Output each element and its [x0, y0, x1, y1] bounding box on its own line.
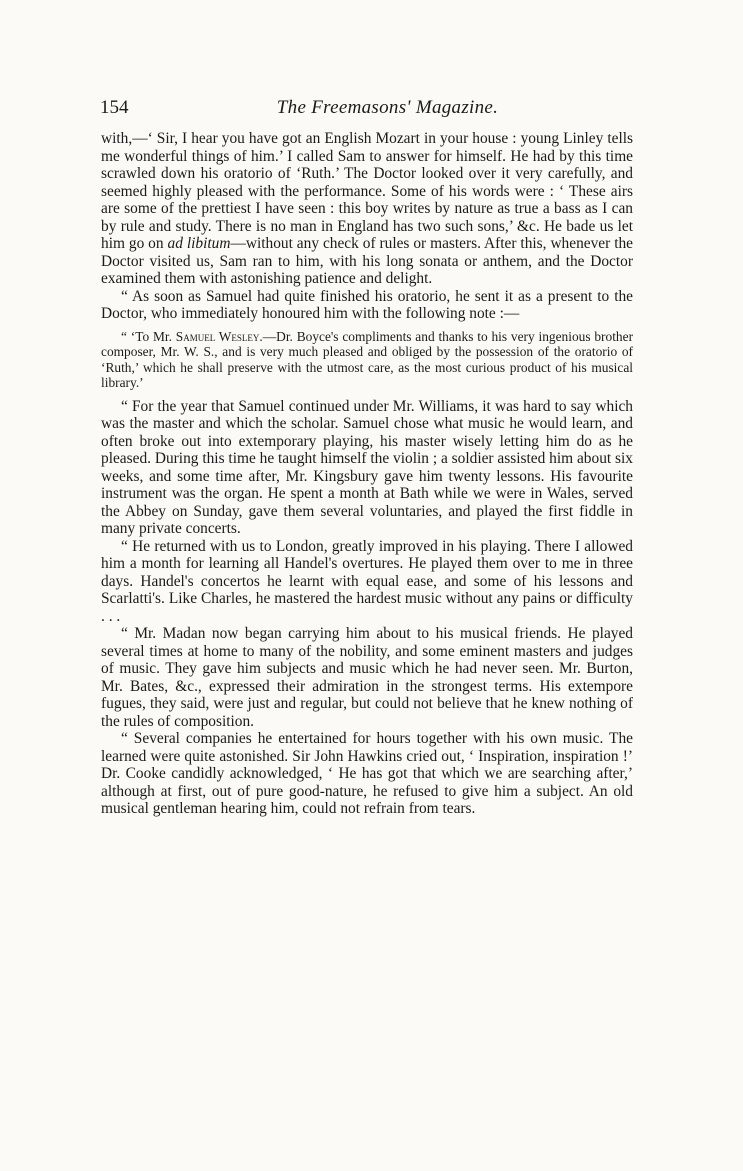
text-run: “ ‘To Mr. [121, 328, 176, 344]
article-body [101, 130, 633, 818]
paragraph-7 [101, 730, 633, 818]
paragraph-2 [101, 288, 633, 323]
paragraph-6 [101, 625, 633, 730]
text-run: with,—‘ Sir, I hear you have got an English Mozart in your house : young Linley tells me wonderful things of him.’ I called Sam to answer for himself. He had by this time scrawled down his oratorio of ‘Ruth.’ The Doctor looked over it very carefully, and seemed highly pleased with the performance. Some of his words were : ‘ These airs are some of the prettiest I have seen : this boy writes by nature as true a bass as I can by rule and study. There is no man in England has two such sons,’ &c. He bade us let him go on [101, 130, 633, 252]
text-run: —without any check of rules or masters. After this, whenever the Doctor visited us, Sam ran to him, with his long sonata or anthem, and the Doctor examined them with astonishing patience and delight. [101, 235, 633, 287]
text-run: .—Dr. Boyce's compliments and thanks to his very ingenious brother composer, Mr. W. S., and is very much pleased and obliged by the possession of the oratorio of ‘Ruth,’ which he shall preserve with the utmost care, as the most curious product of his musical library.’ [101, 328, 634, 390]
paragraph-1 [101, 130, 633, 288]
paragraph-4 [101, 398, 633, 538]
text-run-smallcaps: Samuel Wesley [175, 328, 260, 344]
quoted-note [101, 329, 633, 391]
running-title: The Freemasons' Magazine. [276, 97, 499, 118]
page-header [100, 97, 635, 121]
text-run: “ For the year that Samuel continued under Mr. Williams, it was hard to say which was the master and which the scholar. Samuel chose what music he would learn, and often broke out into extemporary playing, his master wisely letting him do as he pleased. During this time he taught himself the violin ; a soldier assisted him about six weeks, and some time after, Mr. Kingsbury gave him twenty lessons. His favourite instrument was the organ. He spent a month at Bath while we were in Wales, served the Abbey on Sunday, gave them several voluntaries, and played the first fiddle in many private concerts. [101, 397, 633, 537]
text-run-italic: ad libitum [167, 235, 231, 252]
text-run: “ He returned with us to London, greatly improved in his playing. There I allowed him a month for learning all Handel's overtures. He played them over to me in three days. Handel's concertos he learnt with equal ease, and some of his lessons and Scarlatti's. Like Charles, he mastered the hardest music without any pains or difficulty . . . [101, 537, 633, 625]
text-run: “ Several companies he entertained for hours together with his own music. The learned were quite astonished. Sir John Hawkins cried out, ‘ Inspiration, inspiration !’ Dr. Cooke candidly acknowledged, ‘ He has got that which we are searching after,’ although at first, out of pure good-nature, he refused to give him a subject. An old musical gentleman hearing him, could not refrain from tears. [101, 730, 633, 817]
page-number: 154 [100, 97, 129, 118]
paragraph-5 [101, 538, 633, 626]
text-run: “ As soon as Samuel had quite finished his oratorio, he sent it as a present to the Doctor, who immediately honoured him with the following note :— [101, 287, 633, 322]
text-run: “ Mr. Madan now began carrying him about to his musical friends. He played several times at home to many of the nobility, and some eminent masters and judges of music. They gave him subjects and music which he had never seen. Mr. Burton, Mr. Bates, &c., expressed their admiration in the strongest terms. His extempore fugues, they said, were just and regular, but could not believe that he knew nothing of the rules of composition. [101, 625, 633, 730]
